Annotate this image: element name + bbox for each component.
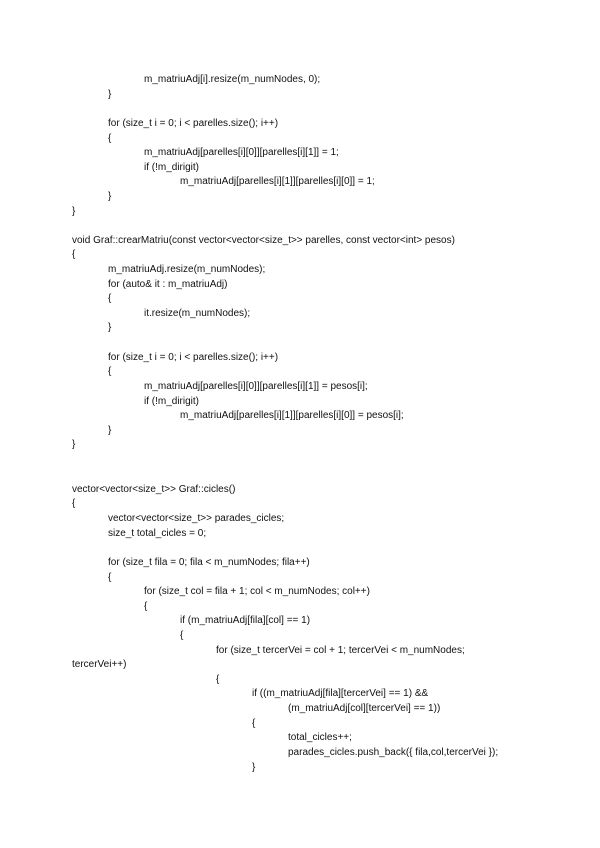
code-line: { <box>216 674 220 685</box>
code-line: if (m_matriuAdj[fila][col] == 1) <box>180 615 311 626</box>
code-line: { <box>108 133 112 144</box>
code-line: } <box>108 425 112 436</box>
code-line: void Graf::crearMatriu(const vector<vector<size_t>> parelles, const vector<int> pesos) <box>72 235 455 246</box>
code-line: for (size_t i = 0; i < parelles.size(); i++) <box>108 352 279 363</box>
code-line: m_matriuAdj.resize(m_numNodes); <box>108 264 266 275</box>
code-line: m_matriuAdj[parelles[i][1]][parelles[i][0]] = pesos[i]; <box>180 410 404 421</box>
code-line: } <box>108 322 112 333</box>
code-line: if (!m_dirigit) <box>144 162 200 173</box>
code-line: { <box>108 366 112 377</box>
code-line: for (size_t col = fila + 1; col < m_numNodes; col++) <box>144 586 370 597</box>
code-line: if ((m_matriuAdj[fila][tercerVei] == 1) && <box>252 688 429 699</box>
code-line: size_t total_cicles = 0; <box>108 528 207 539</box>
code-line: } <box>108 191 112 202</box>
code-line: { <box>72 498 76 509</box>
code-line: } <box>72 206 76 217</box>
code-line: vector<vector<size_t>> parades_cicles; <box>108 513 285 524</box>
code-line: } <box>108 89 112 100</box>
code-line: for (size_t fila = 0; fila < m_numNodes; fila++) <box>108 557 310 568</box>
code-line: for (size_t tercerVei = col + 1; tercerVei < m_numNodes; <box>216 645 465 656</box>
code-line: { <box>180 630 184 641</box>
code-line: vector<vector<size_t>> Graf::cicles() <box>72 484 236 495</box>
code-line: it.resize(m_numNodes); <box>144 308 251 319</box>
code-line: parades_cicles.push_back({ fila,col,tercerVei }); <box>288 747 499 758</box>
code-line: m_matriuAdj[i].resize(m_numNodes, 0); <box>144 74 321 85</box>
code-line: m_matriuAdj[parelles[i][1]][parelles[i][0]] = 1; <box>180 176 375 187</box>
code-line: { <box>144 601 148 612</box>
code-line: { <box>252 718 256 729</box>
code-line: m_matriuAdj[parelles[i][0]][parelles[i][1]] = pesos[i]; <box>144 381 368 392</box>
code-line: tercerVei++) <box>72 659 127 670</box>
code-line: total_cicles++; <box>288 732 352 743</box>
code-line: } <box>72 439 76 450</box>
code-line: if (!m_dirigit) <box>144 396 200 407</box>
code-line: for (auto& it : m_matriuAdj) <box>108 279 228 290</box>
code-line: } <box>252 762 256 773</box>
code-line: for (size_t i = 0; i < parelles.size(); i++) <box>108 118 279 129</box>
code-line: { <box>72 249 76 260</box>
code-line: { <box>108 572 112 583</box>
code-line: (m_matriuAdj[col][tercerVei] == 1)) <box>288 703 441 714</box>
code-line: m_matriuAdj[parelles[i][0]][parelles[i][1]] = 1; <box>144 147 339 158</box>
code-line: { <box>108 293 112 304</box>
